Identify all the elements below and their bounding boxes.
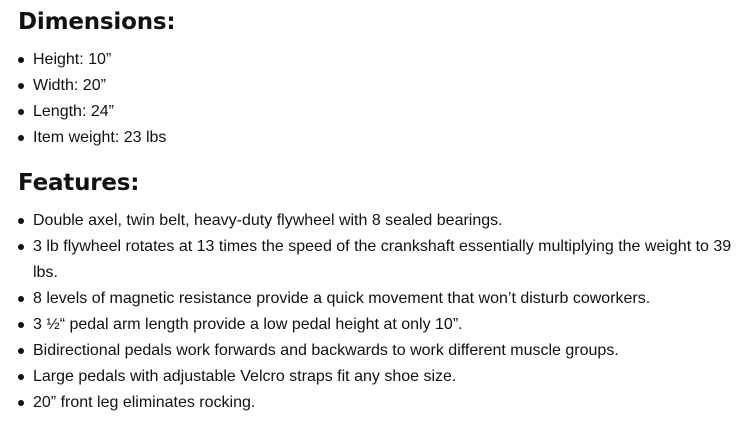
dimension-height: Height: 10” [18,47,740,73]
features-list [18,208,740,416]
dimension-item-weight: Item weight: 23 lbs [18,125,740,151]
dimensions-list [18,47,740,151]
feature-front-leg: 20” front leg eliminates rocking. [18,390,740,416]
features-heading: Features: [18,170,140,196]
feature-pedal-arm: 3 ½“ pedal arm length provide a low pedal height at only 10”. [18,312,740,338]
product-spec-content [18,6,740,416]
feature-flywheel-speed: 3 lb flywheel rotates at 13 times the speed of the crankshaft essentially multiplying the weight to 39 lbs. [18,234,740,286]
feature-bidirectional-pedals: Bidirectional pedals work forwards and backwards to work different muscle groups. [18,338,740,364]
dimension-width: Width: 20” [18,73,740,99]
dimensions-heading: Dimensions: [18,9,176,35]
dimension-length: Length: 24” [18,99,740,125]
feature-large-pedals: Large pedals with adjustable Velcro straps fit any shoe size. [18,364,740,390]
feature-magnetic-resistance: 8 levels of magnetic resistance provide a quick movement that won’t disturb coworkers. [18,286,740,312]
feature-flywheel: Double axel, twin belt, heavy-duty flywheel with 8 sealed bearings. [18,208,740,234]
